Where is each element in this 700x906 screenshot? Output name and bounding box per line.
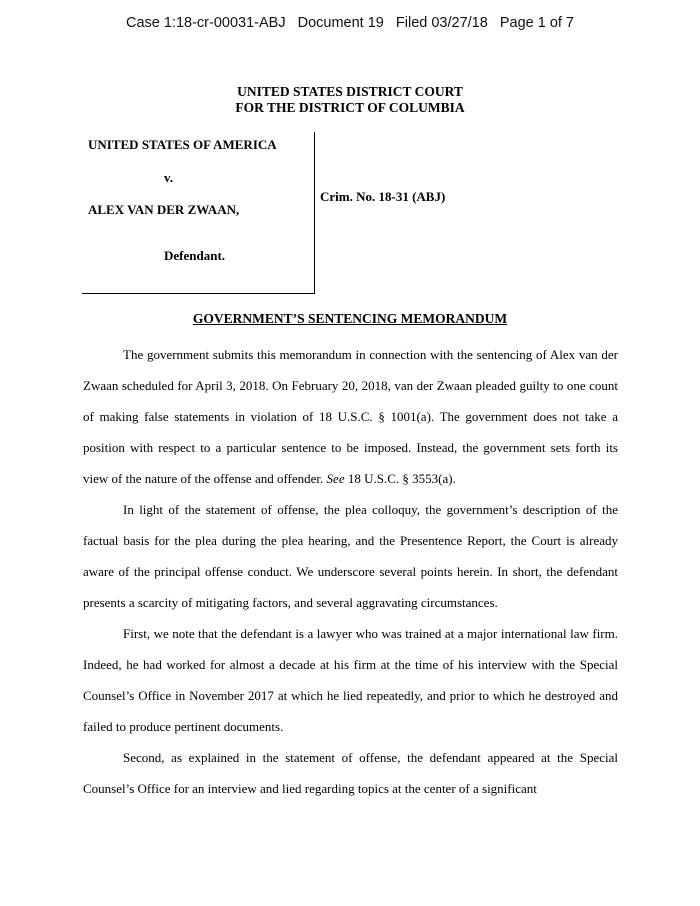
memorandum-body <box>83 339 618 804</box>
ecf-case-number: Case 1:18-cr-00031-ABJ <box>126 15 286 31</box>
paragraph-2: In light of the statement of offense, the plea colloquy, the government’s description of the factual basis for the plea during the plea hearing, and the Presentence Report, the Court is already aware of the principal offense conduct. We underscore several points herein. In short, the defendant presents a scarcity of mitigating factors, and several aggravating circumstances. <box>83 502 618 610</box>
ecf-filed-date: Filed 03/27/18 <box>395 15 488 31</box>
criminal-case-number: Crim. No. 18-31 (ABJ) <box>320 189 446 204</box>
caption-plaintiff: UNITED STATES OF AMERICA <box>88 137 277 152</box>
court-heading <box>0 84 700 116</box>
case-caption-box <box>82 132 315 294</box>
paragraph-1-text-b: 18 U.S.C. § 3553(a). <box>344 471 456 486</box>
paragraph-3: First, we note that the defendant is a lawyer who was trained at a major international law firm. Indeed, he had worked for almost a decade at his firm at the time of his interview with the Special Counsel’s Office in November 2017 at which he lied repeatedly, and prior to which he destroyed and failed to produce pertinent documents. <box>83 626 618 734</box>
paragraph-1 <box>83 339 618 494</box>
caption-defendant-name: ALEX VAN DER ZWAAN, <box>88 202 240 217</box>
paragraph-1-text-a: The government submits this memorandum in connection with the sentencing of Alex van der Zwaan scheduled for April 3, 2018. On February 20, 2018, van der Zwaan pleaded guilty to one count of making false statements in violation of 18 U.S.C. § 1001(a). The government does not take a position with respect to a particular sentence to be imposed. Instead, the government sets forth its view of the nature of the offense and offender. <box>83 347 618 486</box>
court-name-line-1: UNITED STATES DISTRICT COURT <box>237 84 463 99</box>
caption-versus: v. <box>164 170 174 185</box>
paragraph-4: Second, as explained in the statement of offense, the defendant appeared at the Special Counsel’s Office for an interview and lied regarding topics at the center of a significant <box>83 750 618 796</box>
ecf-document-number: Document 19 <box>297 15 384 31</box>
ecf-page-number: Page 1 of 7 <box>499 15 574 31</box>
court-name-line-2: FOR THE DISTRICT OF COLUMBIA <box>235 100 465 115</box>
caption-defendant-label: Defendant. <box>164 248 226 263</box>
ecf-filing-header <box>0 15 700 31</box>
citation-signal: See <box>326 471 345 486</box>
document-title: GOVERNMENT’S SENTENCING MEMORANDUM <box>192 311 508 326</box>
